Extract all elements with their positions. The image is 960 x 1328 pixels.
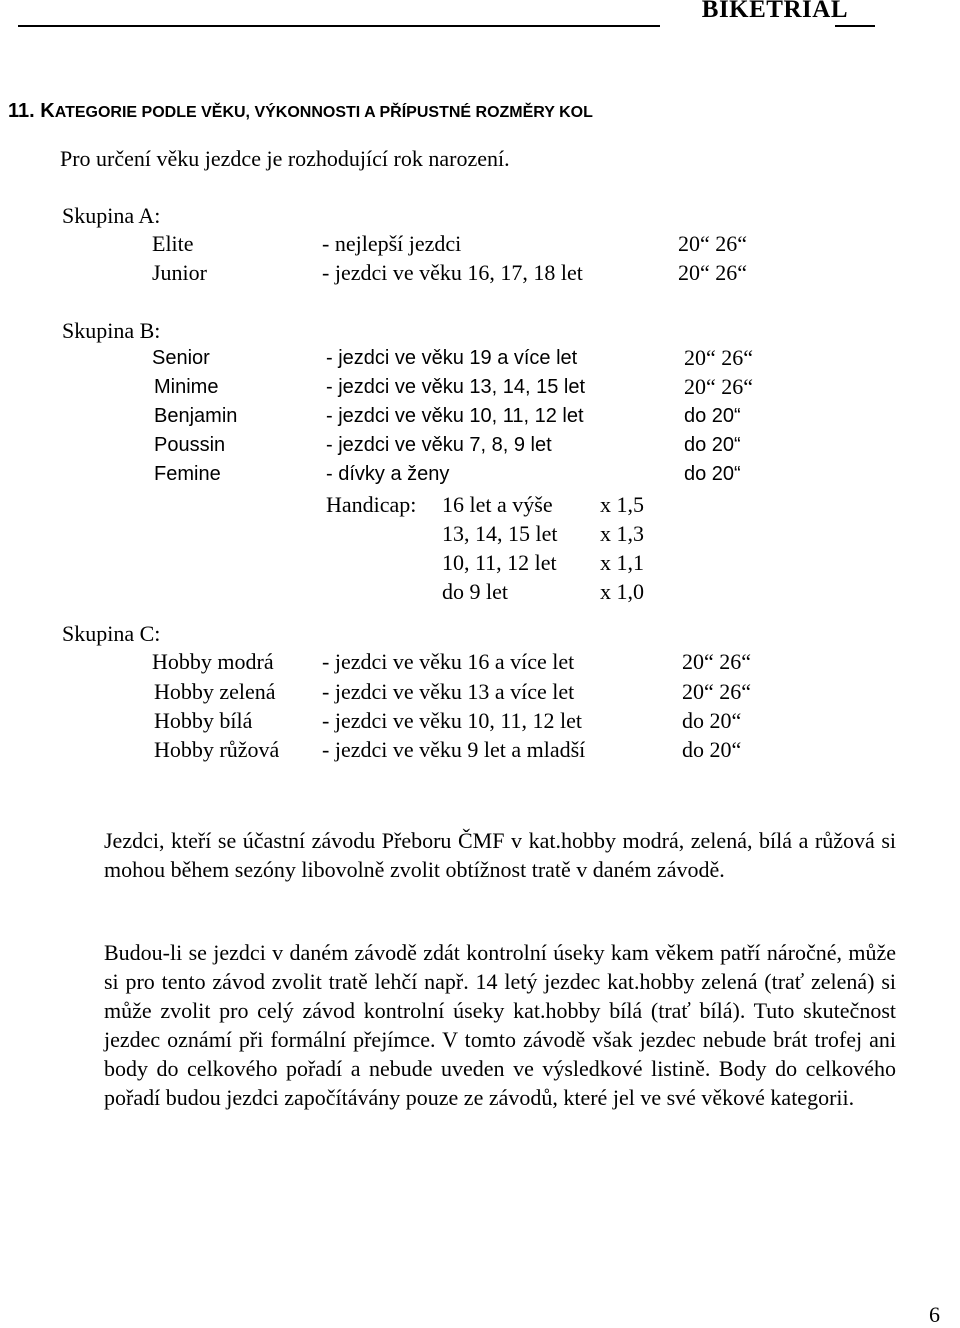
category-name: Poussin: [154, 434, 226, 456]
wheel-size: do 20“: [682, 708, 742, 733]
wheel-size: 20“ 26“: [682, 679, 752, 704]
category-description: - jezdci ve věku 13, 14, 15 let: [326, 376, 586, 398]
category-name: Benjamin: [154, 405, 238, 427]
wheel-size: do 20“: [684, 405, 741, 427]
category-name: Femine: [154, 463, 221, 485]
wheel-size: 20“ 26“: [678, 260, 748, 285]
handicap-age: 16 let a výše: [442, 492, 553, 517]
section-heading: [8, 100, 593, 123]
category-description: - jezdci ve věku 7, 8, 9 let: [326, 434, 552, 456]
category-description: - jezdci ve věku 13 a více let: [322, 679, 575, 704]
wheel-size: 20“ 26“: [684, 374, 754, 399]
page-number: 6: [929, 1302, 940, 1327]
paragraph-easier-track: Budou-li se jezdci v daném závodě zdát kontrolní úseky kam věkem patří náročné, může si pro tento závod zvolit tratě lehčí např. 14 letý jezdec kat.hobby zelená (trať zelená) si může zvolit pro celý závod kontrolní úseky kat.hobby bílá (trať bílá). Tuto skutečnost jezdec oznámí při formální přejímce. V tomto závodě však jezdec nebude brát trofej ani body do celkového pořadí a nebude uveden ve výsledkové listině. Body do celkového pořadí budou jezdci započítávány pouze ze závodů, které jel ve své věkové kategorii.: [104, 940, 896, 1110]
wheel-size: do 20“: [684, 463, 741, 485]
handicap-age: 10, 11, 12 let: [442, 550, 557, 575]
category-description: - jezdci ve věku 10, 11, 12 let: [322, 708, 583, 733]
wheel-size: do 20“: [682, 737, 742, 762]
header-rule-left: [18, 25, 660, 27]
handicap-factor: x 1,3: [600, 521, 644, 546]
category-name: Minime: [154, 376, 219, 398]
category-name: Elite: [152, 231, 194, 256]
handicap-age: do 9 let: [442, 579, 508, 604]
wheel-size: do 20“: [684, 434, 741, 456]
category-name: Junior: [152, 260, 207, 285]
category-name: Hobby zelená: [154, 679, 276, 704]
paragraph-hobby-difficulty: Jezdci, kteří se účastní závodu Přeboru ČMF v kat.hobby modrá, zelená, bílá a růžová si mohou během sezóny libovolně zvolit obtížnost tratě v daném závodě.: [104, 828, 896, 882]
category-name: Hobby růžová: [154, 737, 280, 762]
wheel-size: 20“ 26“: [684, 345, 754, 370]
category-description: - jezdci ve věku 16 a více let: [322, 649, 575, 674]
section-title-initial: K: [40, 100, 55, 122]
handicap-factor: x 1,0: [600, 579, 644, 604]
section-number: 11.: [8, 100, 35, 122]
group-a-label: Skupina A:: [62, 203, 161, 228]
group-c-label: Skupina C:: [62, 621, 161, 646]
category-description: - jezdci ve věku 19 a více let: [326, 347, 578, 369]
handicap-factor: x 1,1: [600, 550, 644, 575]
handicap-factor: x 1,5: [600, 492, 644, 517]
section-title-rest: ATEGORIE PODLE VĚKU, VÝKONNOSTI A PŘÍPUSTNÉ ROZMĚRY KOL: [54, 104, 593, 121]
handicap-label: Handicap:: [326, 492, 417, 517]
intro-text: Pro určení věku jezdce je rozhodující rok narození.: [60, 146, 510, 171]
category-name: Hobby bílá: [154, 708, 253, 733]
category-description: - nejlepší jezdci: [322, 231, 462, 256]
header-rule-right: [835, 25, 875, 27]
category-description: - jezdci ve věku 10, 11, 12 let: [326, 405, 584, 427]
category-name: Hobby modrá: [152, 649, 274, 674]
handicap-age: 13, 14, 15 let: [442, 521, 558, 546]
header-title: BIKETRIAL: [701, 0, 848, 23]
wheel-size: 20“ 26“: [682, 649, 752, 674]
category-name: Senior: [152, 347, 210, 369]
category-description: - jezdci ve věku 16, 17, 18 let: [322, 260, 583, 285]
group-b-label: Skupina B:: [62, 318, 161, 343]
category-description: - dívky a ženy: [326, 463, 450, 485]
wheel-size: 20“ 26“: [678, 231, 748, 256]
category-description: - jezdci ve věku 9 let a mladší: [322, 737, 586, 762]
